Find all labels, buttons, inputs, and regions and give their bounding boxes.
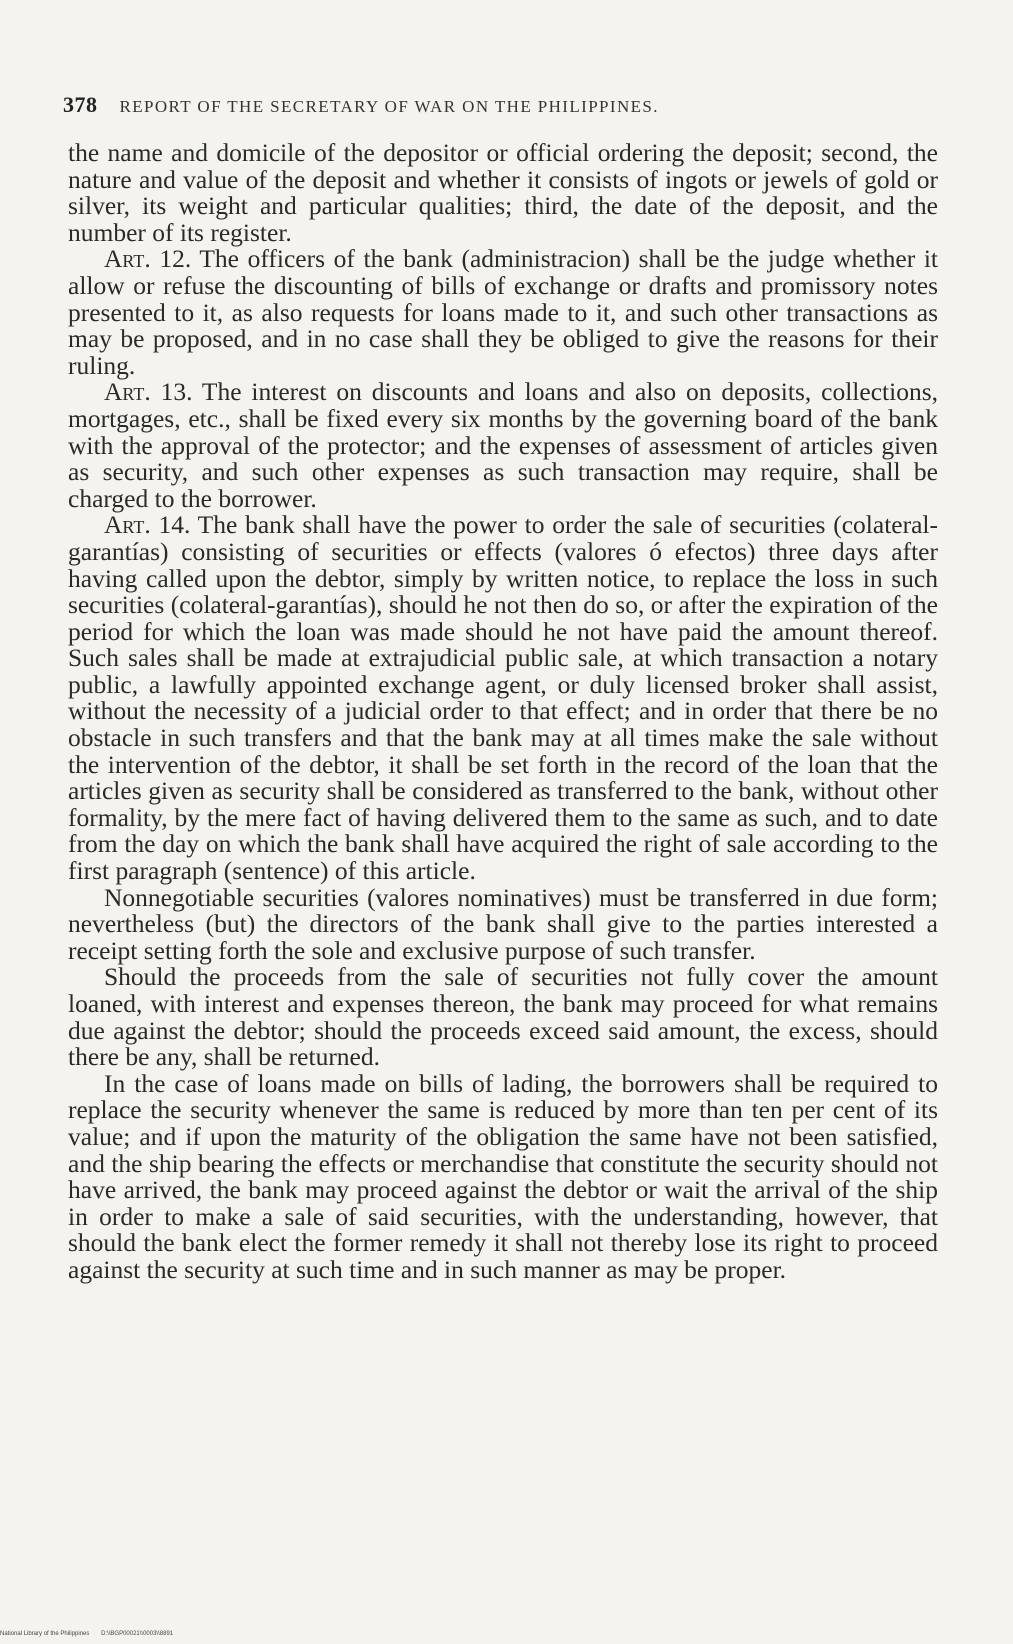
paragraph-text: Should the proceeds from the sale of securities not fully cover the amount loaned, with interest and expenses thereon, the bank may proceed for what remains due against the debtor; should the proceeds exceed said amount, the excess, should there be any, shall be returned. bbox=[68, 962, 938, 1072]
article-label: Art. 13. bbox=[104, 377, 193, 407]
page-header bbox=[63, 92, 933, 118]
paragraph-nonnegotiable bbox=[68, 882, 938, 965]
article-label: Art. 12. bbox=[104, 244, 192, 274]
paragraph-continuation bbox=[68, 140, 938, 246]
paragraph-text: The officers of the bank (administracion) shall be the judge whether it allow or refuse the discounting of bills of exchange or drafts and promissory notes presented to it, as also requests for loans made to it, and such other transactions as may be proposed, and in no case shall they be obliged to give the reasons for their ruling. bbox=[68, 244, 938, 380]
paragraph-text: The interest on discounts and loans and also on deposits, collections, mortgages, etc., shall be fixed every six months by the governing board of the bank with the approval of the protector; and the expenses of assessment of articles given as security, and such other expenses as such transaction may require, shall be charged to the borrower. bbox=[68, 377, 938, 513]
paragraph-art-14 bbox=[68, 512, 938, 884]
paragraph-proceeds bbox=[68, 964, 938, 1070]
body-text bbox=[68, 140, 938, 1284]
page-number: 378 bbox=[63, 92, 98, 117]
paragraph-text: Nonnegotiable securities (valores nominatives) must be transferred in due form; nevertheless (but) the directors of the bank shall give to the parties interested a receipt setting forth the sole and exclusive purpose of such transfer. bbox=[68, 882, 938, 965]
scan-footer bbox=[0, 1631, 1013, 1637]
paragraph-text: The bank shall have the power to order the sale of securities (colateral-garantías) consisting of securities or effects (valores ó efectos) three days after having called upon the debtor, simply by written notice, to replace the loss in such securities (colateral-garantías), should he not then do so, or after the expiration of the period for which the loan was made should he not have paid the amount thereof. Such sales shall be made at extrajudicial public sale, at which transaction a notary public, a lawfully appointed exchange agent, or duly licensed broker shall assist, without the necessity of a judicial order to that effect; and in order that there be no obstacle in such transfers and that the bank may at all times make the sale without the intervention of the debtor, it shall be set forth in the record of the loan that the articles given as security shall be considered as transferred to the bank, without other formality, by the mere fact of having delivered them to the same as such, and to date from the day on which the bank shall have acquired the right of sale according to the first paragraph (sentence) of this article. bbox=[68, 510, 938, 886]
footer-library: National Library of the Philippines bbox=[0, 1631, 90, 1637]
paragraph-text: In the case of loans made on bills of lading, the borrowers shall be required to replace the security whenever the same is reduced by more than ten per cent of its value; and if upon the maturity of the obligation the same have not been satisfied, and the ship bearing the effects or merchandise that constitute the security should not have arrived, the bank may proceed against the debtor or wait the arrival of the ship in order to make a sale of said securities, with the understanding, however, that should the bank elect the former remedy it shall not thereby lose its right to proceed against the security at such time and in such manner as may be proper. bbox=[68, 1068, 938, 1284]
running-head: REPORT OF THE SECRETARY OF WAR ON THE PHILIPPINES. bbox=[119, 97, 659, 116]
paragraph-art-13 bbox=[68, 379, 938, 512]
paragraph-art-12 bbox=[68, 246, 938, 379]
article-label: Art. 14. bbox=[104, 510, 191, 540]
paragraph-text: the name and domicile of the depositor or official ordering the deposit; second, the nature and value of the deposit and whether it consists of ingots or jewels of gold or silver, its weight and particular qualities; third, the date of the deposit, and the number of its register. bbox=[68, 138, 938, 247]
footer-code: D:\\BGP00021\\0003\\8891 bbox=[101, 1631, 174, 1637]
paragraph-bills-of-lading bbox=[68, 1068, 938, 1284]
